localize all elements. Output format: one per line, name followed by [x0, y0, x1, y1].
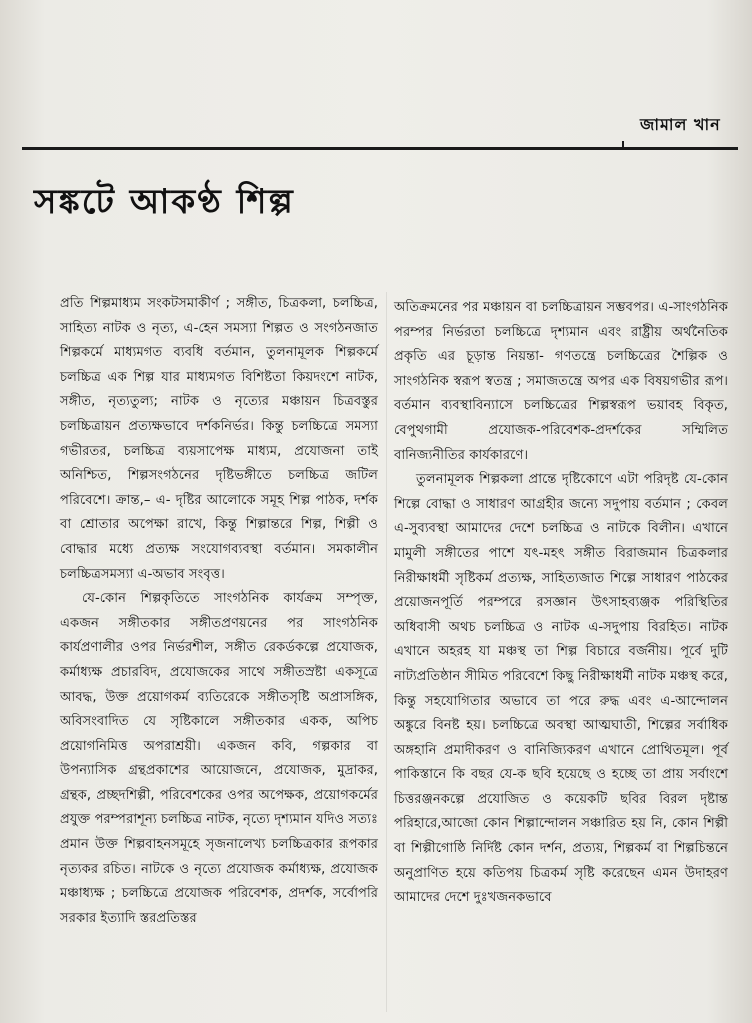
paragraph: অতিক্রমনের পর মঞ্চায়ন বা চলচ্চিত্রায়ন সম্ভবপর। এ-সাংগঠনিক পরম্পর নির্ভরতা চলচ্চিত্রে দৃশ্যমান এবং রাষ্ট্রীয় অর্থনৈতিক প্রকৃতি এর চূড়ান্ত নিয়ন্তা- গণতন্ত্রে চলচ্চিত্রের শৈল্পিক ও সাংগঠনিক স্বরূপ স্বতন্ত্র ; সমাজতন্ত্রে অপর এক বিষয়গভীর রূপ। বর্তমান ব্যবস্থাবিন্যাসে চলচ্চিত্রের শিল্পস্বরূপ ভয়াবহ বিকৃত, বেপুথগামী প্রযোজক-পরিবেশক-প্রদর্শকের সম্মিলিত বানিজ্যনীতির কার্যকারণে।: [394, 300, 728, 463]
paragraph: প্রতি শিল্পমাধ্যম সংকটসমাকীর্ণ ; সঙ্গীত, চিত্রকলা, চলচ্চিত্র, সাহিত্য নাটক ও নৃত্য, এ-হেন সমস্যা শিল্পত ও সংগঠনজাত শিল্পকর্মে মাধ্যমগত ব্যবধি বর্তমান, তুলনামূলক শিল্পকর্মে চলচ্চিত্র এক শিল্প যার মাধ্যমগত বিশিষ্টতা কিয়দংশে নাটক, সঙ্গীত, নৃত্যতুল্য; নাটক ও নৃত্যের মঞ্চায়ন চিত্রবস্তুর চলচ্চিত্রায়ন প্রত্যক্ষভাবে দর্শকনির্ভর। কিন্তু চলচ্চিত্রে সমস্যা গভীরতর, চলচ্চিত্র ব্যয়সাপেক্ষ মাধ্যম, প্রযোজনা তাই অনিশ্চিত, শিল্পসংগঠনের দৃষ্টিভঙ্গীতে চলচ্চিত্র জটিল পরিবেশে। ক্রান্ত,– এ- দৃষ্টির আলোকে সমূহ শিল্প পাঠক, দর্শক বা শ্রোতার অপেক্ষা রাখে, কিন্তু শিল্পান্তরে শিল্প, শিল্পী ও বোদ্ধার মধ্যে প্রত্যক্ষ সংযোগব্যবস্থা বর্তমান। সমকালীন চলচ্চিত্রসমস্যা এ-অভাব সংবৃত্ত।: [60, 296, 378, 582]
left-column: [60, 292, 378, 931]
paragraph: যে-কোন শিল্পকৃতিতে সাংগঠনিক কার্যক্রম সম্পৃক্ত, একজন সঙ্গীতকার সঙ্গীতপ্রণয়নের পর সাংগঠনিক কার্যপ্রণালীর ওপর নির্ভরশীল, সঙ্গীত রেকর্ডকল্পে প্রযোজক, কর্মাধ্যক্ষ প্রচারবিদ, প্রযোজকের সাথে সঙ্গীতস্রষ্টা একসূত্রে আবদ্ধ, উক্ত প্রয়োগকর্ম ব্যতিরেকে সঙ্গীতসৃষ্টি অপ্রাসঙ্গিক, অবিসংবাদিত যে সৃষ্টিকালে সঙ্গীতকার একক, অপিচ প্রয়োগনিমিত্ত অপরাশ্রয়ী। একজন কবি, গল্পকার বা উপন্যাসিক গ্রন্থপ্রকাশের আয়োজনে, প্রযোজক, মুদ্রাকর, গ্রন্থক, প্রচ্ছদশিল্পী, পরিবেশকের ওপর অপেক্ষক, প্রয়োগকর্মের প্রযুক্ত পরম্পরাশূন্য চলচ্চিত্র নাটক, নৃত্যে দৃশ্যমান যদিও সত্যঃ প্রমান উক্ত শিল্পবাহনসমূহে সৃজনালেখ্য চলচ্চিত্রকার রূপকার নৃত্যকর রচিত। নাটকে ও নৃত্যে প্রযোজক কর্মাধ্যক্ষ, প্রযোজক মঞ্চাধ্যক্ষ ; চলচ্চিত্রে প্রযোজক পরিবেশক, প্রদর্শক, সর্বোপরি সরকার ইত্যাদি স্তরপ্রতিস্তর: [60, 591, 378, 926]
author-name: জামাল খান: [640, 115, 721, 134]
right-column: [394, 296, 728, 911]
header-rule-tick: [622, 141, 624, 149]
header-rule: [22, 147, 738, 150]
article-title: সঙ্কটে আকণ্ঠ শিল্প: [34, 182, 295, 222]
column-gutter: [386, 292, 387, 1012]
paragraph: তুলনামূলক শিল্পকলা প্রান্তে দৃষ্টিকোণে এটা পরিদৃষ্ট যে-কোন শিল্পে বোদ্ধা ও সাধারণ আগ্রহীর জন্যে সদুপায় বর্তমান ; কেবল এ-সুব্যবস্থা আমাদের দেশে চলচ্চিত্র ও নাটকে বিলীন। এখানে মামুলী সঙ্গীতের পাশে যৎ-মহৎ সঙ্গীত বিরাজমান চিত্রকলার নিরীক্ষাধর্মী সৃষ্টিকর্ম প্রত্যক্ষ, সাহিত্যজাত শিল্পে সাধারণ পাঠকের প্রয়োজনপূর্তি পরম্পরে রসজ্ঞান উৎসাহব্যঞ্জক পরিস্থিতির অধিবাসী অথচ চলচ্চিত্র ও নাটক এ-সদুপায় বিরহিত। নাটক এখানে অহরহ যা মঞ্চস্থ তা শিল্প বিচারে বর্জনীয়। পূর্বে দুটি নাট্যপ্রতিষ্ঠান সীমিত পরিবেশে কিছু নিরীক্ষাধর্মী নাটক মঞ্চস্থ করে, কিন্তু সহযোগিতার অভাবে তা পরে রুদ্ধ এবং এ-আন্দোলন অঙ্কুরে বিনষ্ট হয়। চলচ্চিত্রে অবস্থা আত্মঘাতী, শিল্পের সর্বাধিক অঙ্গহানি প্রমাদীকরণ ও বানিজ্যিকরণ এখানে প্রোথিতমূল। পূর্ব পাকিস্তানে কি বছর যে-ক ছবি হয়েছে ও হচ্ছে তা প্রায় সর্বাংশে চিত্তরঞ্জনকল্পে প্রযোজিত ও কয়েকটি ছবির বিরল দৃষ্টান্ত পরিহারে,আজো কোন শিল্পান্দোলন সঞ্চারিত হয় নি, কোন শিল্পী বা শিল্পীগোষ্ঠি নির্দিষ্ট কোন দর্শন, প্রত্যয়, শিল্পকর্ম বা শিল্পচিন্তনে অনুপ্রাণিত হয়ে কতিপয় চিত্রকর্ম সৃষ্টি করেছেন এমন উদাহরণ আমাদের দেশে দুঃখজনকভাবে: [394, 472, 728, 906]
